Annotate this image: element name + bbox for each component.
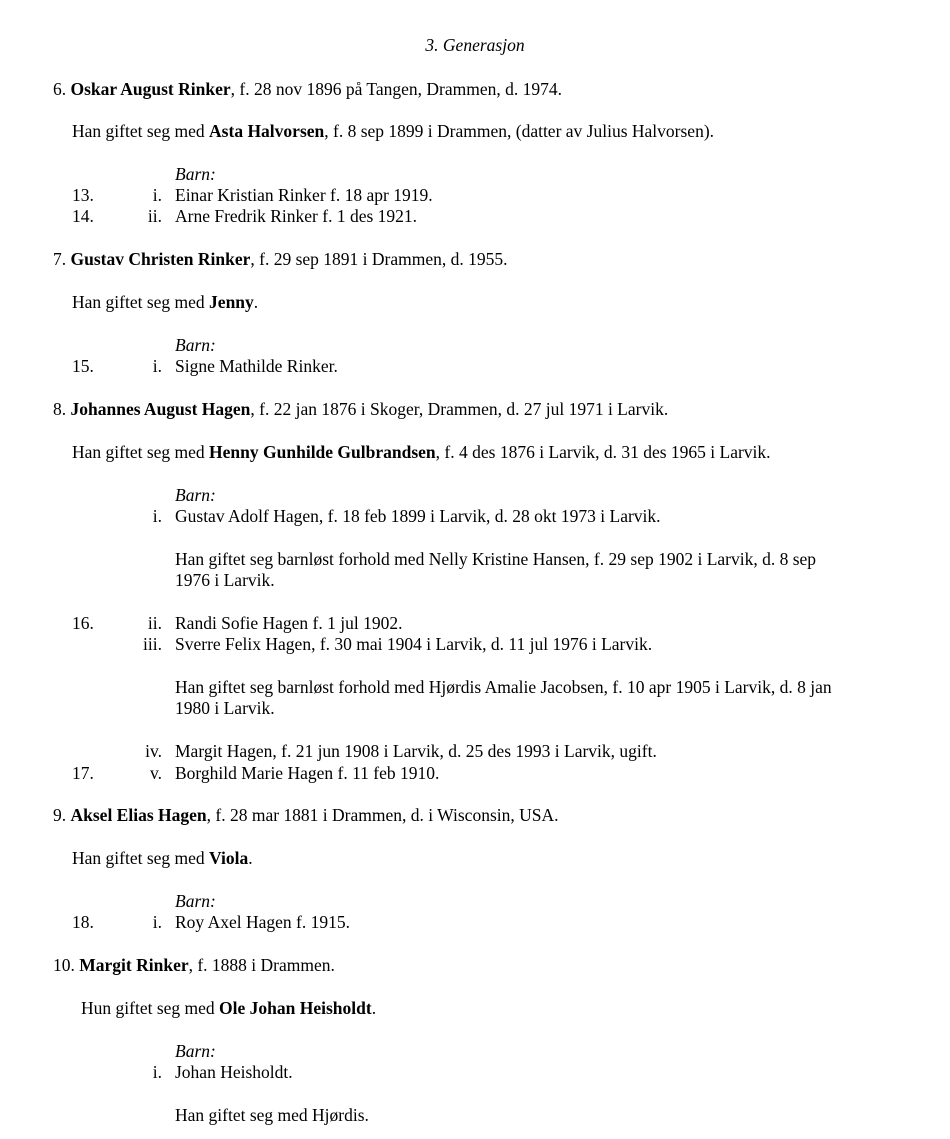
family-number: 6. xyxy=(53,79,67,99)
child-marriage-note: Han giftet seg med Hjørdis. xyxy=(175,1105,369,1125)
person-info: , f. 28 nov 1896 på Tangen, Drammen, d. 1974. xyxy=(230,79,563,99)
child-text: Gustav Adolf Hagen, f. 18 feb 1899 i Larvik, d. 28 okt 1973 i Larvik. xyxy=(175,506,661,526)
marriage-prefix: Han giftet seg med xyxy=(72,292,210,312)
child-ref: 14. xyxy=(72,206,94,226)
person-name: Aksel Elias Hagen xyxy=(70,805,207,825)
child-text: Randi Sofie Hagen f. 1 jul 1902. xyxy=(175,613,403,633)
child-marriage-note: Han giftet seg barnløst forhold med Nelly Kristine Hansen, f. 29 sep 1902 i Larvik, d. 8 sep xyxy=(175,549,817,569)
marriage-line xyxy=(72,442,771,463)
family-heading-9 xyxy=(53,805,559,826)
child-ref: 17. xyxy=(72,763,94,783)
marriage-prefix: Han giftet seg med xyxy=(72,121,210,141)
marriage-prefix: Hun giftet seg med xyxy=(81,998,220,1018)
child-roman: ii. xyxy=(147,206,162,226)
spouse-info: , f. 8 sep 1899 i Drammen, (datter av Julius Halvorsen). xyxy=(324,121,715,141)
person-info: , f. 29 sep 1891 i Drammen, d. 1955. xyxy=(250,249,508,269)
child-roman: ii. xyxy=(147,613,162,633)
child-ref: 15. xyxy=(72,356,94,376)
marriage-line xyxy=(72,121,714,142)
child-text: Arne Fredrik Rinker f. 1 des 1921. xyxy=(175,206,418,226)
children-label: Barn: xyxy=(175,164,216,184)
child-roman: iii. xyxy=(143,634,162,654)
page-title: 3. Generasjon xyxy=(425,35,525,55)
children-label: Barn: xyxy=(175,335,216,355)
spouse-name: Jenny xyxy=(209,292,254,312)
spouse-name: Henny Gunhilde Gulbrandsen xyxy=(209,442,436,462)
marriage-line xyxy=(72,292,258,313)
family-heading-10 xyxy=(53,955,335,976)
person-name: Margit Rinker xyxy=(79,955,189,975)
child-roman: iv. xyxy=(145,741,162,761)
child-text: Sverre Felix Hagen, f. 30 mai 1904 i Larvik, d. 11 jul 1976 i Larvik. xyxy=(175,634,653,654)
marriage-line xyxy=(81,998,376,1019)
family-number: 8. xyxy=(53,399,67,419)
child-text: Roy Axel Hagen f. 1915. xyxy=(175,912,350,932)
person-info: , f. 22 jan 1876 i Skoger, Drammen, d. 27 jul 1971 i Larvik. xyxy=(250,399,669,419)
spouse-info: , f. 4 des 1876 i Larvik, d. 31 des 1965 i Larvik. xyxy=(435,442,771,462)
person-name: Oskar August Rinker xyxy=(70,79,231,99)
children-label: Barn: xyxy=(175,485,216,505)
child-ref: 13. xyxy=(72,185,94,205)
child-text: Margit Hagen, f. 21 jun 1908 i Larvik, d. 25 des 1993 i Larvik, ugift. xyxy=(175,741,657,761)
child-roman: v. xyxy=(150,763,162,783)
spouse-info: . xyxy=(253,292,259,312)
child-marriage-note: Han giftet seg barnløst forhold med Hjørdis Amalie Jacobsen, f. 10 apr 1905 i Larvik, d. 8 jan xyxy=(175,677,832,697)
child-roman: i. xyxy=(152,506,162,526)
child-text: Einar Kristian Rinker f. 18 apr 1919. xyxy=(175,185,433,205)
person-name: Gustav Christen Rinker xyxy=(70,249,251,269)
child-ref: 16. xyxy=(72,613,94,633)
person-name: Johannes August Hagen xyxy=(70,399,251,419)
child-roman: i. xyxy=(152,356,162,376)
child-marriage-note: 1976 i Larvik. xyxy=(175,570,275,590)
family-heading-6 xyxy=(53,79,562,100)
child-marriage-note: 1980 i Larvik. xyxy=(175,698,275,718)
spouse-name: Ole Johan Heisholdt xyxy=(219,998,372,1018)
children-label: Barn: xyxy=(175,891,216,911)
family-number: 7. xyxy=(53,249,67,269)
marriage-prefix: Han giftet seg med xyxy=(72,442,210,462)
child-ref: 18. xyxy=(72,912,94,932)
child-roman: i. xyxy=(152,1062,162,1082)
family-heading-7 xyxy=(53,249,508,270)
spouse-info: . xyxy=(371,998,377,1018)
marriage-prefix: Han giftet seg med xyxy=(72,848,210,868)
spouse-name: Asta Halvorsen xyxy=(209,121,325,141)
spouse-info: . xyxy=(248,848,253,868)
family-heading-8 xyxy=(53,399,668,420)
person-info: , f. 1888 i Drammen. xyxy=(188,955,335,975)
family-number: 9. xyxy=(53,805,67,825)
child-roman: i. xyxy=(152,185,162,205)
child-text: Borghild Marie Hagen f. 11 feb 1910. xyxy=(175,763,440,783)
child-text: Johan Heisholdt. xyxy=(175,1062,293,1082)
children-label: Barn: xyxy=(175,1041,216,1061)
marriage-line xyxy=(72,848,253,869)
spouse-name: Viola xyxy=(209,848,249,868)
child-text: Signe Mathilde Rinker. xyxy=(175,356,338,376)
child-roman: i. xyxy=(152,912,162,932)
family-number: 10. xyxy=(53,955,75,975)
person-info: , f. 28 mar 1881 i Drammen, d. i Wisconsin, USA. xyxy=(206,805,559,825)
